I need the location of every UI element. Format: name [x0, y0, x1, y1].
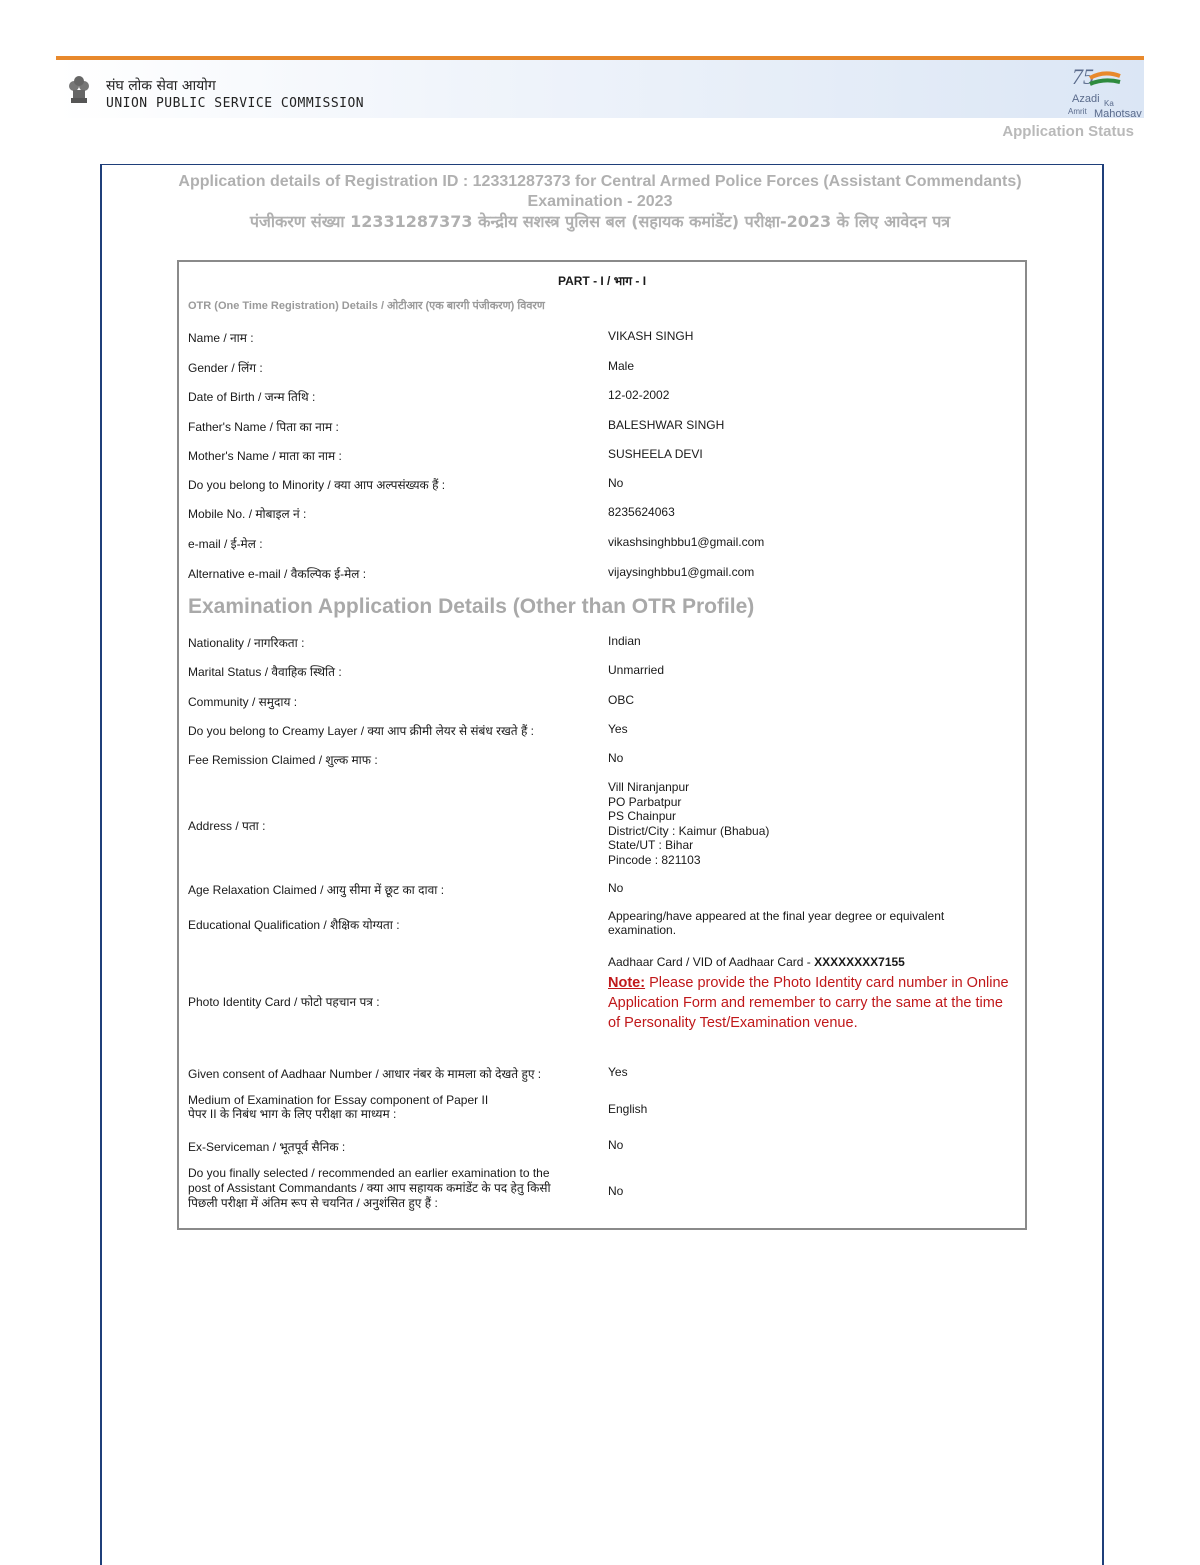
note-text: Please provide the Photo Identity card number in Online Application Form and remember to carry the same at the time of Personality Test/Examination venue. [608, 975, 1009, 1031]
row-value: Indian [608, 634, 641, 648]
row-label: Nationality / नागरिकता : [188, 636, 305, 650]
row-value: Yes [608, 722, 628, 736]
row-label: Ex-Serviceman / भूतपूर्व सैनिक : [188, 1140, 346, 1154]
row-label [188, 1166, 608, 1211]
row-label: e-mail / ई-मेल : [188, 537, 263, 551]
svg-text:Amrit: Amrit [1068, 107, 1087, 116]
address-line: Vill Niranjanpur [608, 780, 690, 794]
photo-id-row [188, 955, 1016, 1055]
title-line-1: Application details of Registration ID : 12331287373 for Central Armed Police Forces (Assistant Commendants) [178, 173, 1022, 190]
label-line: post of Assistant Commandants / क्या आप सहायक कमांडेंट के पद हेतु किसी [188, 1181, 551, 1195]
detail-row [188, 1093, 1016, 1123]
title-line-2: Examination - 2023 [527, 193, 673, 210]
row-value: Unmarried [608, 663, 665, 677]
row-value: OBC [608, 693, 635, 707]
detail-row [188, 909, 1016, 939]
row-label: Gender / लिंग : [188, 361, 263, 375]
photo-id-card-text: Aadhaar Card / VID of Aadhaar Card - [608, 955, 815, 969]
row-label: Address / पता : [188, 819, 266, 833]
application-details-box [177, 260, 1027, 1230]
row-value: VIKASH SINGH [608, 329, 694, 343]
note-label: Note: [608, 975, 646, 991]
national-emblem-icon [66, 68, 92, 108]
row-label: Age Relaxation Claimed / आयु सीमा में छूट का दावा : [188, 883, 445, 897]
address-value [608, 780, 1018, 868]
photo-id-value [608, 955, 1018, 1033]
row-label: Name / नाम : [188, 331, 254, 345]
photo-id-card-number: XXXXXXXX7155 [814, 955, 905, 969]
row-label: Date of Birth / जन्म तिथि : [188, 390, 316, 404]
row-value: No [608, 881, 624, 895]
row-value: vijaysinghbbu1@gmail.com [608, 565, 755, 579]
row-label: Mobile No. / मोबाइल नं : [188, 507, 307, 521]
row-label: Father's Name / पिता का नाम : [188, 420, 339, 434]
row-label: Community / समुदाय : [188, 695, 298, 709]
label-line: Do you finally selected / recommended an earlier examination to the [188, 1166, 550, 1180]
title-line-hindi: पंजीकरण संख्या 12331287373 केन्द्रीय सशस्त्र पुलिस बल (सहायक कमांडेंट) परीक्षा-2023 के लिए आवेदन पत्र [249, 212, 951, 231]
label-line: पिछली परीक्षा में अंतिम रूप से चयनित / अनुशंसित हुए हैं : [188, 1196, 438, 1210]
row-label [188, 1093, 598, 1121]
label-line: Medium of Examination for Essay component of Paper II [188, 1093, 489, 1107]
svg-text:Ka: Ka [1104, 99, 1114, 108]
row-value: No [608, 751, 624, 765]
row-label: Marital Status / वैवाहिक स्थिति : [188, 665, 342, 679]
row-value: No [608, 1138, 624, 1152]
address-line: State/UT : Bihar [608, 838, 694, 853]
row-label: Mother's Name / माता का नाम : [188, 449, 342, 463]
row-label: Do you belong to Minority / क्या आप अल्पसंख्यक हैं : [188, 478, 446, 492]
address-line: PS Chainpur [608, 809, 677, 824]
org-name-english: UNION PUBLIC SERVICE COMMISSION [106, 96, 365, 111]
row-value: vikashsinghbbu1@gmail.com [608, 535, 765, 549]
org-name-hindi: संघ लोक सेवा आयोग [106, 78, 216, 94]
row-label: Alternative e-mail / वैकल्पिक ई-मेल : [188, 567, 367, 581]
site-header [56, 60, 1144, 118]
photo-id-note [608, 973, 1018, 1033]
part-title: PART - I / भाग - I [557, 274, 647, 288]
otr-heading: OTR (One Time Registration) Details / ओटीआर (एक बारगी पंजीकरण) विवरण [188, 300, 545, 312]
row-value: Appearing/have appeared at the final year degree or equivalent examination. [608, 909, 945, 937]
row-label: Do you belong to Creamy Layer / क्या आप क्रीमी लेयर से संबंध रखते हैं : [188, 724, 535, 738]
row-value: Yes [608, 1065, 628, 1079]
svg-text:Mahotsav: Mahotsav [1094, 108, 1142, 120]
address-line: Pincode : 821103 [608, 852, 701, 867]
row-value: 12-02-2002 [608, 388, 670, 402]
row-value: 8235624063 [608, 505, 675, 519]
row-label: Educational Qualification / शैक्षिक योग्यता : [188, 918, 400, 932]
row-value: No [608, 1184, 624, 1198]
label-line: पेपर II के निबंध भाग के लिए परीक्षा का माध्यम : [188, 1107, 397, 1121]
row-label: Photo Identity Card / फोटो पहचान पत्र : [188, 995, 380, 1009]
section-heading: Examination Application Details (Other than OTR Profile) [188, 595, 755, 618]
azadi-ka-amrit-mahotsav-logo [1042, 64, 1142, 120]
row-value: No [608, 476, 624, 490]
application-status-label: Application Status [1002, 123, 1134, 140]
svg-text:Azadi: Azadi [1072, 93, 1100, 105]
row-label: Given consent of Aadhaar Number / आधार नंबर के मामला को देखते हुए : [188, 1067, 542, 1081]
row-value: Male [608, 359, 635, 373]
svg-text:75: 75 [1072, 64, 1094, 89]
row-value: English [608, 1102, 648, 1116]
address-row [188, 780, 1016, 867]
document-title [130, 172, 1070, 232]
row-value: BALESHWAR SINGH [608, 418, 725, 432]
row-value: SUSHEELA DEVI [608, 447, 703, 461]
detail-row [188, 1166, 1016, 1212]
row-label: Fee Remission Claimed / शुल्क माफ : [188, 753, 378, 767]
address-line: PO Parbatpur [608, 794, 682, 809]
address-line: District/City : Kaimur (Bhabua) [608, 823, 770, 838]
